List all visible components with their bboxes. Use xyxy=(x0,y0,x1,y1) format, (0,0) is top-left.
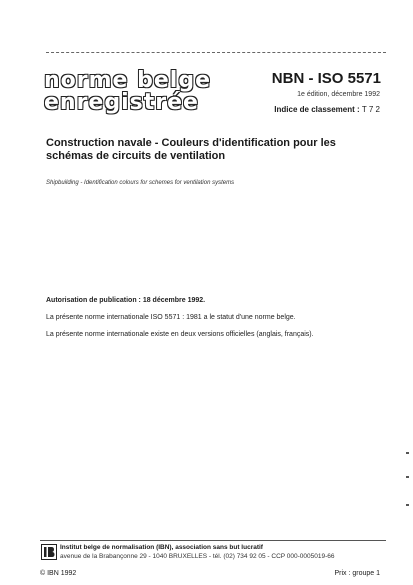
scan-mark xyxy=(406,504,409,506)
header-rule xyxy=(46,52,386,53)
copyright: © IBN 1992 xyxy=(40,570,77,577)
document-title-french: Construction navale - Couleurs d'identification pour les schémas de circuits de ventilation xyxy=(46,137,336,162)
norme-line-1: norme belge xyxy=(44,68,212,93)
price-group: Prix : groupe 1 xyxy=(334,570,380,577)
classification-index xyxy=(274,105,380,114)
authorization-date: Autorisation de publication : 18 décembre 1992. xyxy=(46,297,206,304)
institute-address: avenue de la Brabançonne 29 - 1040 BRUXELLES - tél. (02) 734 92 05 - CCP 000-0005019-66 xyxy=(60,553,335,560)
norme-belge-heading xyxy=(44,70,211,114)
classification-label: Indice de classement : xyxy=(274,105,360,114)
ibn-logo-icon xyxy=(41,544,57,560)
footer-rule xyxy=(40,540,386,541)
scan-mark xyxy=(406,452,409,454)
versions-paragraph: La présente norme internationale existe en deux versions officielles (anglais, français). xyxy=(46,331,314,338)
norme-line-2: enregistrée xyxy=(44,90,199,115)
document-title-english: Shipbuilding - Identification colours for schemes for ventilation systems xyxy=(46,180,235,186)
classification-code: T 7 2 xyxy=(361,105,380,114)
status-paragraph: La présente norme internationale ISO 5571 : 1981 a le statut d'une norme belge. xyxy=(46,314,296,321)
institute-name: Institut belge de normalisation (IBN), association sans but lucratif xyxy=(60,544,263,551)
scan-mark xyxy=(406,476,409,478)
edition-date: 1e édition, décembre 1992 xyxy=(297,91,380,98)
standard-number: NBN - ISO 5571 xyxy=(271,70,381,87)
